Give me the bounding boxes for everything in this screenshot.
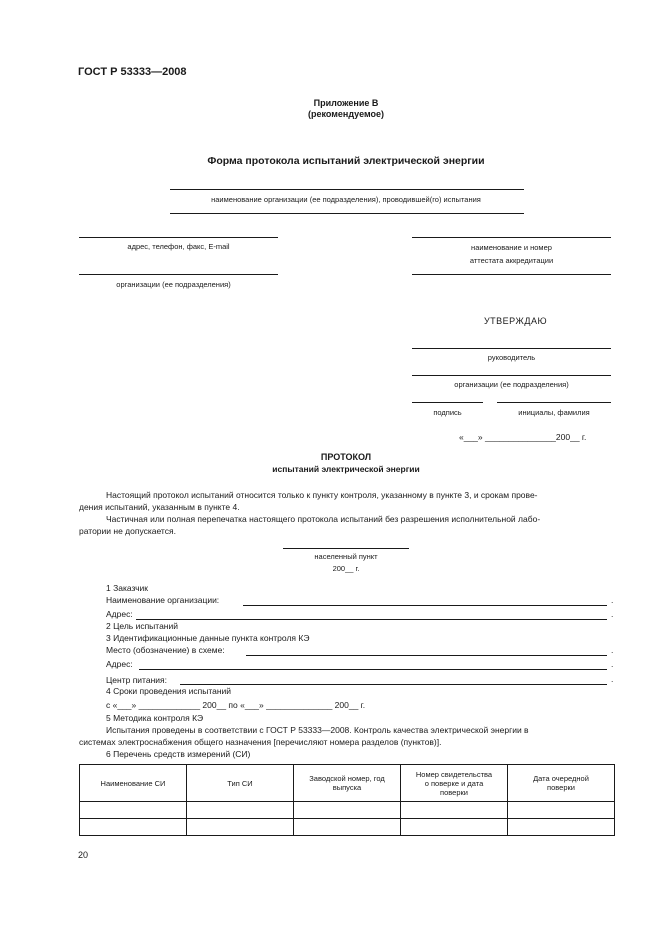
header-certificate-line-3: поверки [440,787,468,797]
approve-date: «___» _______________200__ г. [459,432,587,442]
item-period: с «___» _____________ 200__ по «___» ______________ 200__ г. [106,700,366,710]
item-terms: 4 Сроки проведения испытаний [106,686,232,696]
para1-line1: Настоящий протокол испытаний относится только к пункту контроля, указанному в пункте 3, и срокам прове- [106,490,538,500]
org-name-dot: . [611,595,614,605]
header-type: Тип СИ [187,765,294,802]
accreditation-caption-1: наименование и номер [471,243,552,252]
header-serial-line-1: Заводской номер, год [309,774,385,783]
approve-label: УТВЕРЖДАЮ [483,316,548,326]
table-cell [508,819,615,836]
org-name-line [170,189,524,190]
table-cell [80,819,187,836]
initials-caption: инициалы, фамилия [518,408,590,417]
address1-dot: . [611,609,614,619]
place-scheme-dot: . [611,645,614,655]
item-method: 5 Методика контроля КЭ [106,713,204,723]
header-next-line-1: Дата очередной [533,774,589,783]
accreditation-line [412,237,611,238]
header-serial [294,765,401,802]
division-caption: организации (ее подразделения) [116,280,231,289]
header-certificate [401,765,508,802]
signature-line [412,402,483,403]
division-line [79,274,278,275]
place-scheme-field-line [246,655,607,656]
org-caption: наименование организации (ее подразделения), проводившей(го) испытания [211,195,481,204]
table-header-row [80,765,615,802]
standard-number: ГОСТ Р 53333—2008 [78,66,187,78]
address-caption: адрес, телефон, факс, E-mail [127,242,230,251]
item-address1: Адрес: [106,609,133,619]
address2-field-line [139,669,607,670]
table-row [80,802,615,819]
header-certificate-line-1: Номер свидетельства [415,769,493,779]
protocol-subtitle: испытаний электрической энергии [272,464,420,474]
item-instruments: 6 Перечень средств измерений (СИ) [106,749,251,759]
accreditation-line-2 [412,274,611,275]
appendix-title: Приложение В [313,98,379,108]
place-line [283,548,409,549]
accreditation-caption-2: аттестата аккредитации [469,256,554,265]
table-cell [294,819,401,836]
org-name-line-2 [170,213,524,214]
para1-line2: дения испытаний, указанным в пункте 4. [79,502,240,512]
instruments-table [79,764,615,836]
page-number: 20 [78,850,89,860]
table-cell [294,802,401,819]
power-center-dot: . [611,674,614,684]
item-customer: 1 Заказчик [106,583,148,593]
signature-caption: подпись [433,408,462,417]
table-cell [80,802,187,819]
protocol-title: ПРОТОКОЛ [320,452,372,462]
item-goal: 2 Цель испытаний [106,621,178,631]
header-next [508,765,615,802]
place-caption: населенный пункт [314,552,378,561]
table-cell [508,802,615,819]
approve-org-line [412,375,611,376]
org-name-field-line [243,605,607,606]
method-text-2: системах электроснабжения общего назначения [перечисляют номера разделов (пунктов)]. [79,737,442,747]
header-certificate-line-2: о поверке и дата [424,778,484,788]
item-place-scheme: Место (обозначение) в схеме: [106,645,225,655]
table-cell [401,819,508,836]
place-year: 200__ г. [332,564,360,573]
power-center-field-line [180,684,607,685]
head-line [412,348,611,349]
head-caption: руководитель [487,353,536,362]
header-serial-line-2: выпуска [332,783,362,792]
para2-line1: Частичная или полная перепечатка настоящего протокола испытаний без разрешения исполнительной лабо- [106,514,541,524]
item-address2: Адрес: [106,659,133,669]
item-ident: 3 Идентификационные данные пункта контроля КЭ [106,633,310,643]
table-cell [187,819,294,836]
initials-line [497,402,611,403]
approve-org-caption: организации (ее подразделения) [454,380,569,389]
address-line [79,237,278,238]
para2-line2: ратории не допускается. [79,526,176,536]
item-power-center: Центр питания: [106,675,167,685]
form-title: Форма протокола испытаний электрической энергии [207,155,485,167]
address2-dot: . [611,659,614,669]
table-cell [187,802,294,819]
appendix-note: (рекомендуемое) [308,109,384,119]
header-name: Наименование СИ [80,765,187,802]
method-text-1: Испытания проведены в соответствии с ГОСТ Р 53333—2008. Контроль качества электрической энергии в [106,725,529,735]
header-next-line-2: поверки [547,783,575,792]
table-cell [401,802,508,819]
address1-field-line [136,619,607,620]
table-row [80,819,615,836]
item-org-name: Наименование организации: [106,595,220,605]
